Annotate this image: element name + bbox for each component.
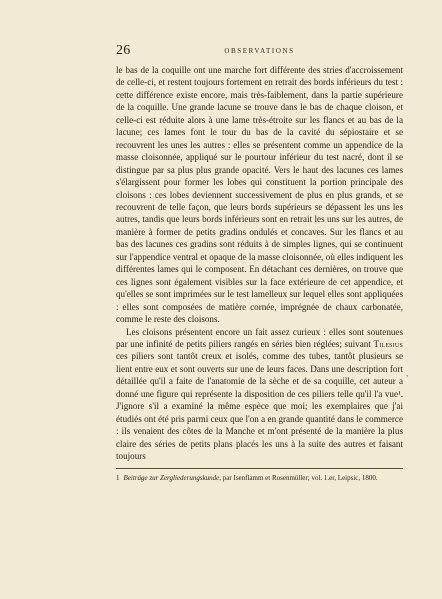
author-name: Tilesius: [373, 338, 403, 349]
footnote: [116, 474, 406, 483]
paragraph-text: le bas de la coquille ont une marche fort différente des stries d'accroissement de celle-ci, et restent toujours fortement en retrait des bords inférieurs du test : cette différence existe encore, mais très-faiblement, dans la partie supérieure de la coquille. Une grande lacune se trouve dans le bas de chaque cloison, et celle-ci est réduite alors à une lame très-étroite sur les flancs et au bas de la lacune; ces lames font le tour du bas de la cavité du sépiostaire et se recouvrent les unes les autres : elles se présentent comme un appendice de la masse cloisonnée, appliqué sur le pourtour inférieur du test nacré, dont il se distingue par sa plus plus grande opacité. Vers le haut des lacunes ces lames s'élargissent pour former les lobes qui constituent la portion principale des cloisons : ces lobes deviennent successivement de plus en plus grands, et se recouvrent de telle façon, que leurs bords supérieurs se dépassent les uns les autres, tandis que leurs bords inférieurs sont en retrait les uns sur les autres, de manière à former de petits gradins ondulés et concaves. Sur les flancs et au bas des lacunes ces gradins sont réduits à de simples lignes, qui se continuent sur l'appendice ventral et opaque de la masse cloisonnée, où elles indiquent les différentes lames qui le composent. En détachant ces dernières, on trouve que ces lignes sont également visibles sur la face extérieure de cet appendice, et qu'elles se sont imprimées sur le test lamelleux sur lequel elles sont appliquées : elles sont composées de matière cornée, imprégnée de chaux carbonatée, comme le reste des cloisons.: [116, 65, 403, 325]
footnote-divider: [116, 468, 403, 469]
body-text: [116, 64, 403, 463]
footnote-number: 1: [116, 474, 120, 482]
footnote-title: Beiträge zur Zergliederungskunde: [123, 474, 220, 482]
footnote-reference: , par Isenflamm et Rosenmüller; vol. 1.er, Leipsic, 1800.: [219, 474, 378, 482]
page-header: [116, 40, 403, 58]
page-number: 26: [116, 43, 131, 58]
paragraph: [116, 64, 403, 326]
margin-mark: ,: [406, 368, 409, 378]
running-head: OBSERVATIONS: [224, 47, 295, 55]
paragraph-text: ces piliers sont tantôt creux et isolés, comme des tubes, tantôt plusieurs se lient entre eux et sont ouverts sur une de leurs faces. Dans une description fort détaillée qu'il a faite de l'anatomie de la sèche et de sa coquille, cet auteur a donné une figure qui représente la disposition de ces piliers telle qu'il l'a vue¹. J'ignore s'il a examiné la même espèce que moi; les exemplaires que j'ai étudiés ont été pris parmi ceux que l'on a en grande quantité dans le commerce : ils venaient des côtes de la Manche et m'ont présenté de la manière la plus claire des séries de petits plans placés les uns à la suite des autres et faisant toujours: [116, 351, 403, 462]
paragraph: [116, 326, 403, 463]
paragraph-text: Les cloisons présentent encore un fait assez curieux : elles sont soutenues par une infinité de petits piliers rangés en séries bien réglées; suivant: [116, 326, 403, 349]
